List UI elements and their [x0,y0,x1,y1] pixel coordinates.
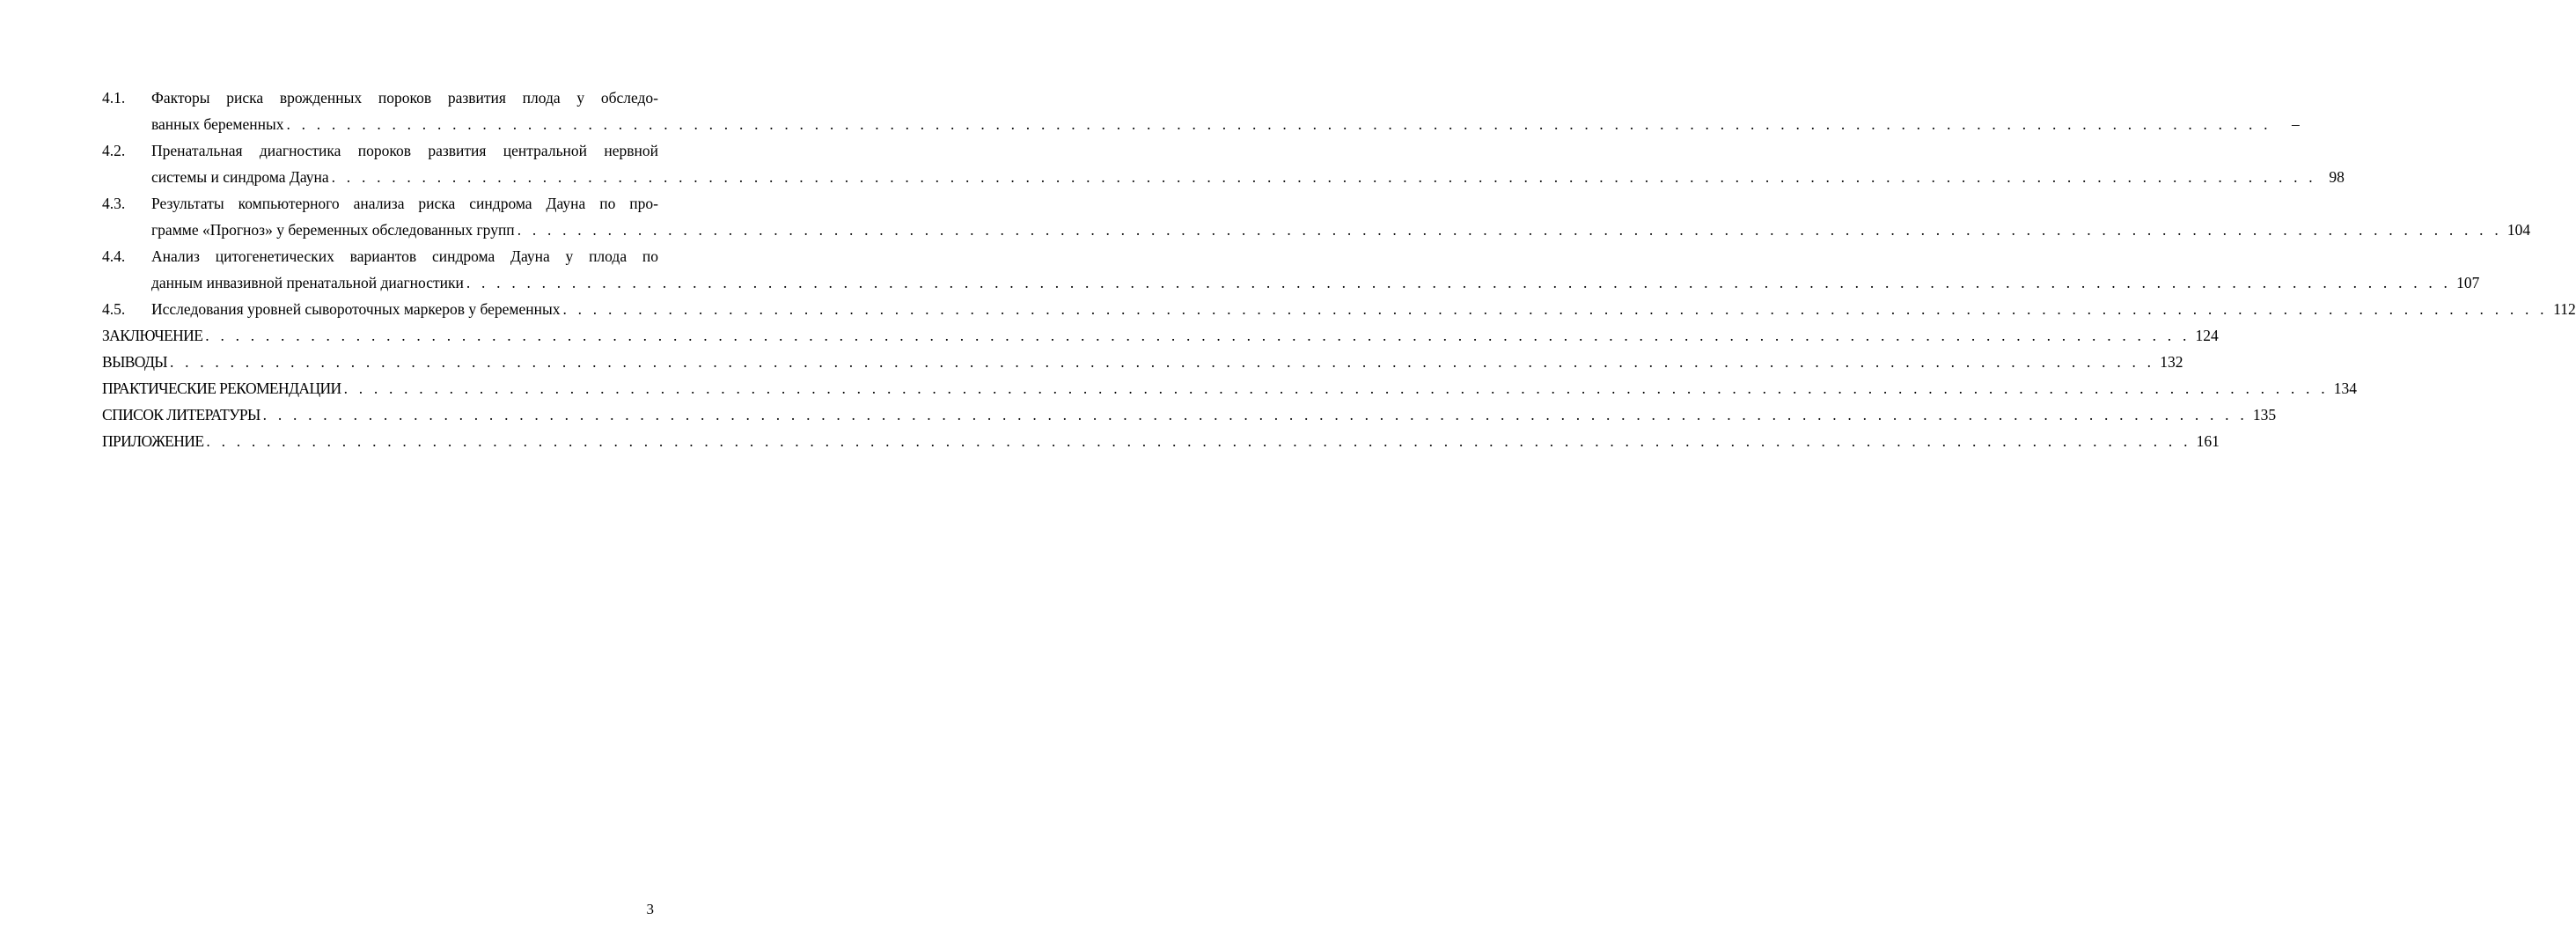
chapter-page: 134 [2333,379,2358,397]
toc-section-4-5[interactable] [102,296,2576,322]
chapter-page: 161 [2196,432,2220,450]
chapter-title: ВЫВОДЫ [102,353,167,371]
section-title-line2: данным инвазивной пренатальной диагностики [151,274,464,291]
section-title-line1: Результаты компьютерного анализа риска синдрома Дауна по про- [151,195,658,212]
toc-chapter-recommendations[interactable] [102,375,2358,402]
page-number: 3 [646,901,654,917]
toc-chapter-conclusion[interactable] [102,322,2219,349]
section-title-line2: системы и синдрома Дауна [151,168,329,186]
leader-dots [203,428,2196,454]
section-page: 107 [2456,274,2480,291]
leader-dots [341,375,2334,402]
section-number: 4.1. [102,89,126,107]
leader-dots [329,164,2322,190]
section-number: 4.3. [102,195,126,212]
section-number: 4.4. [102,247,126,265]
section-title-line1: Факторы риска врожденных пороков развития плода у обследо- [151,89,658,107]
section-title-line1: Исследования уровней сывороточных маркеров у беременных [151,300,561,318]
leader-dots [261,402,2253,428]
leader-dots [283,111,2276,137]
table-of-contents [102,85,2576,454]
section-page: 112 [2553,300,2576,318]
toc-section-4-3[interactable] [102,190,2531,243]
toc-chapter-conclusions[interactable] [102,349,2183,375]
section-number: 4.2. [102,142,126,159]
section-title-line2: ванных беременных [151,115,284,133]
chapter-page: 132 [2160,353,2183,371]
chapter-title: ЗАКЛЮЧЕНИЕ [102,327,203,344]
toc-chapter-appendix[interactable] [102,428,2220,454]
chapter-title: СПИСОК ЛИТЕРАТУРЫ [102,406,261,424]
leader-dots [464,269,2456,296]
toc-section-4-4[interactable] [102,243,2480,296]
section-title-line1: Анализ цитогенетических вариантов синдрома Дауна у плода по [151,247,658,265]
leader-dots [561,296,2553,322]
section-page: 98 [2329,168,2345,186]
chapter-title: ПРАКТИЧЕСКИЕ РЕКОМЕНДАЦИИ [102,379,341,397]
toc-section-4-1[interactable] [102,85,2300,137]
leader-dots [515,217,2507,243]
leader-dots [167,349,2160,375]
section-title-line2: грамме «Прогноз» у беременных обследованных групп [151,221,515,239]
section-page: 104 [2506,221,2531,239]
chapter-page: 124 [2195,327,2219,344]
toc-section-4-2[interactable] [102,137,2345,190]
section-page: – [2291,115,2300,133]
chapter-title: ПРИЛОЖЕНИЕ [102,432,204,450]
section-title-line1: Пренатальная диагностика пороков развития центральной нервной [151,142,658,159]
chapter-page: 135 [2252,406,2277,424]
leader-dots [202,322,2195,349]
section-number: 4.5. [102,300,126,318]
toc-chapter-references[interactable] [102,402,2277,428]
